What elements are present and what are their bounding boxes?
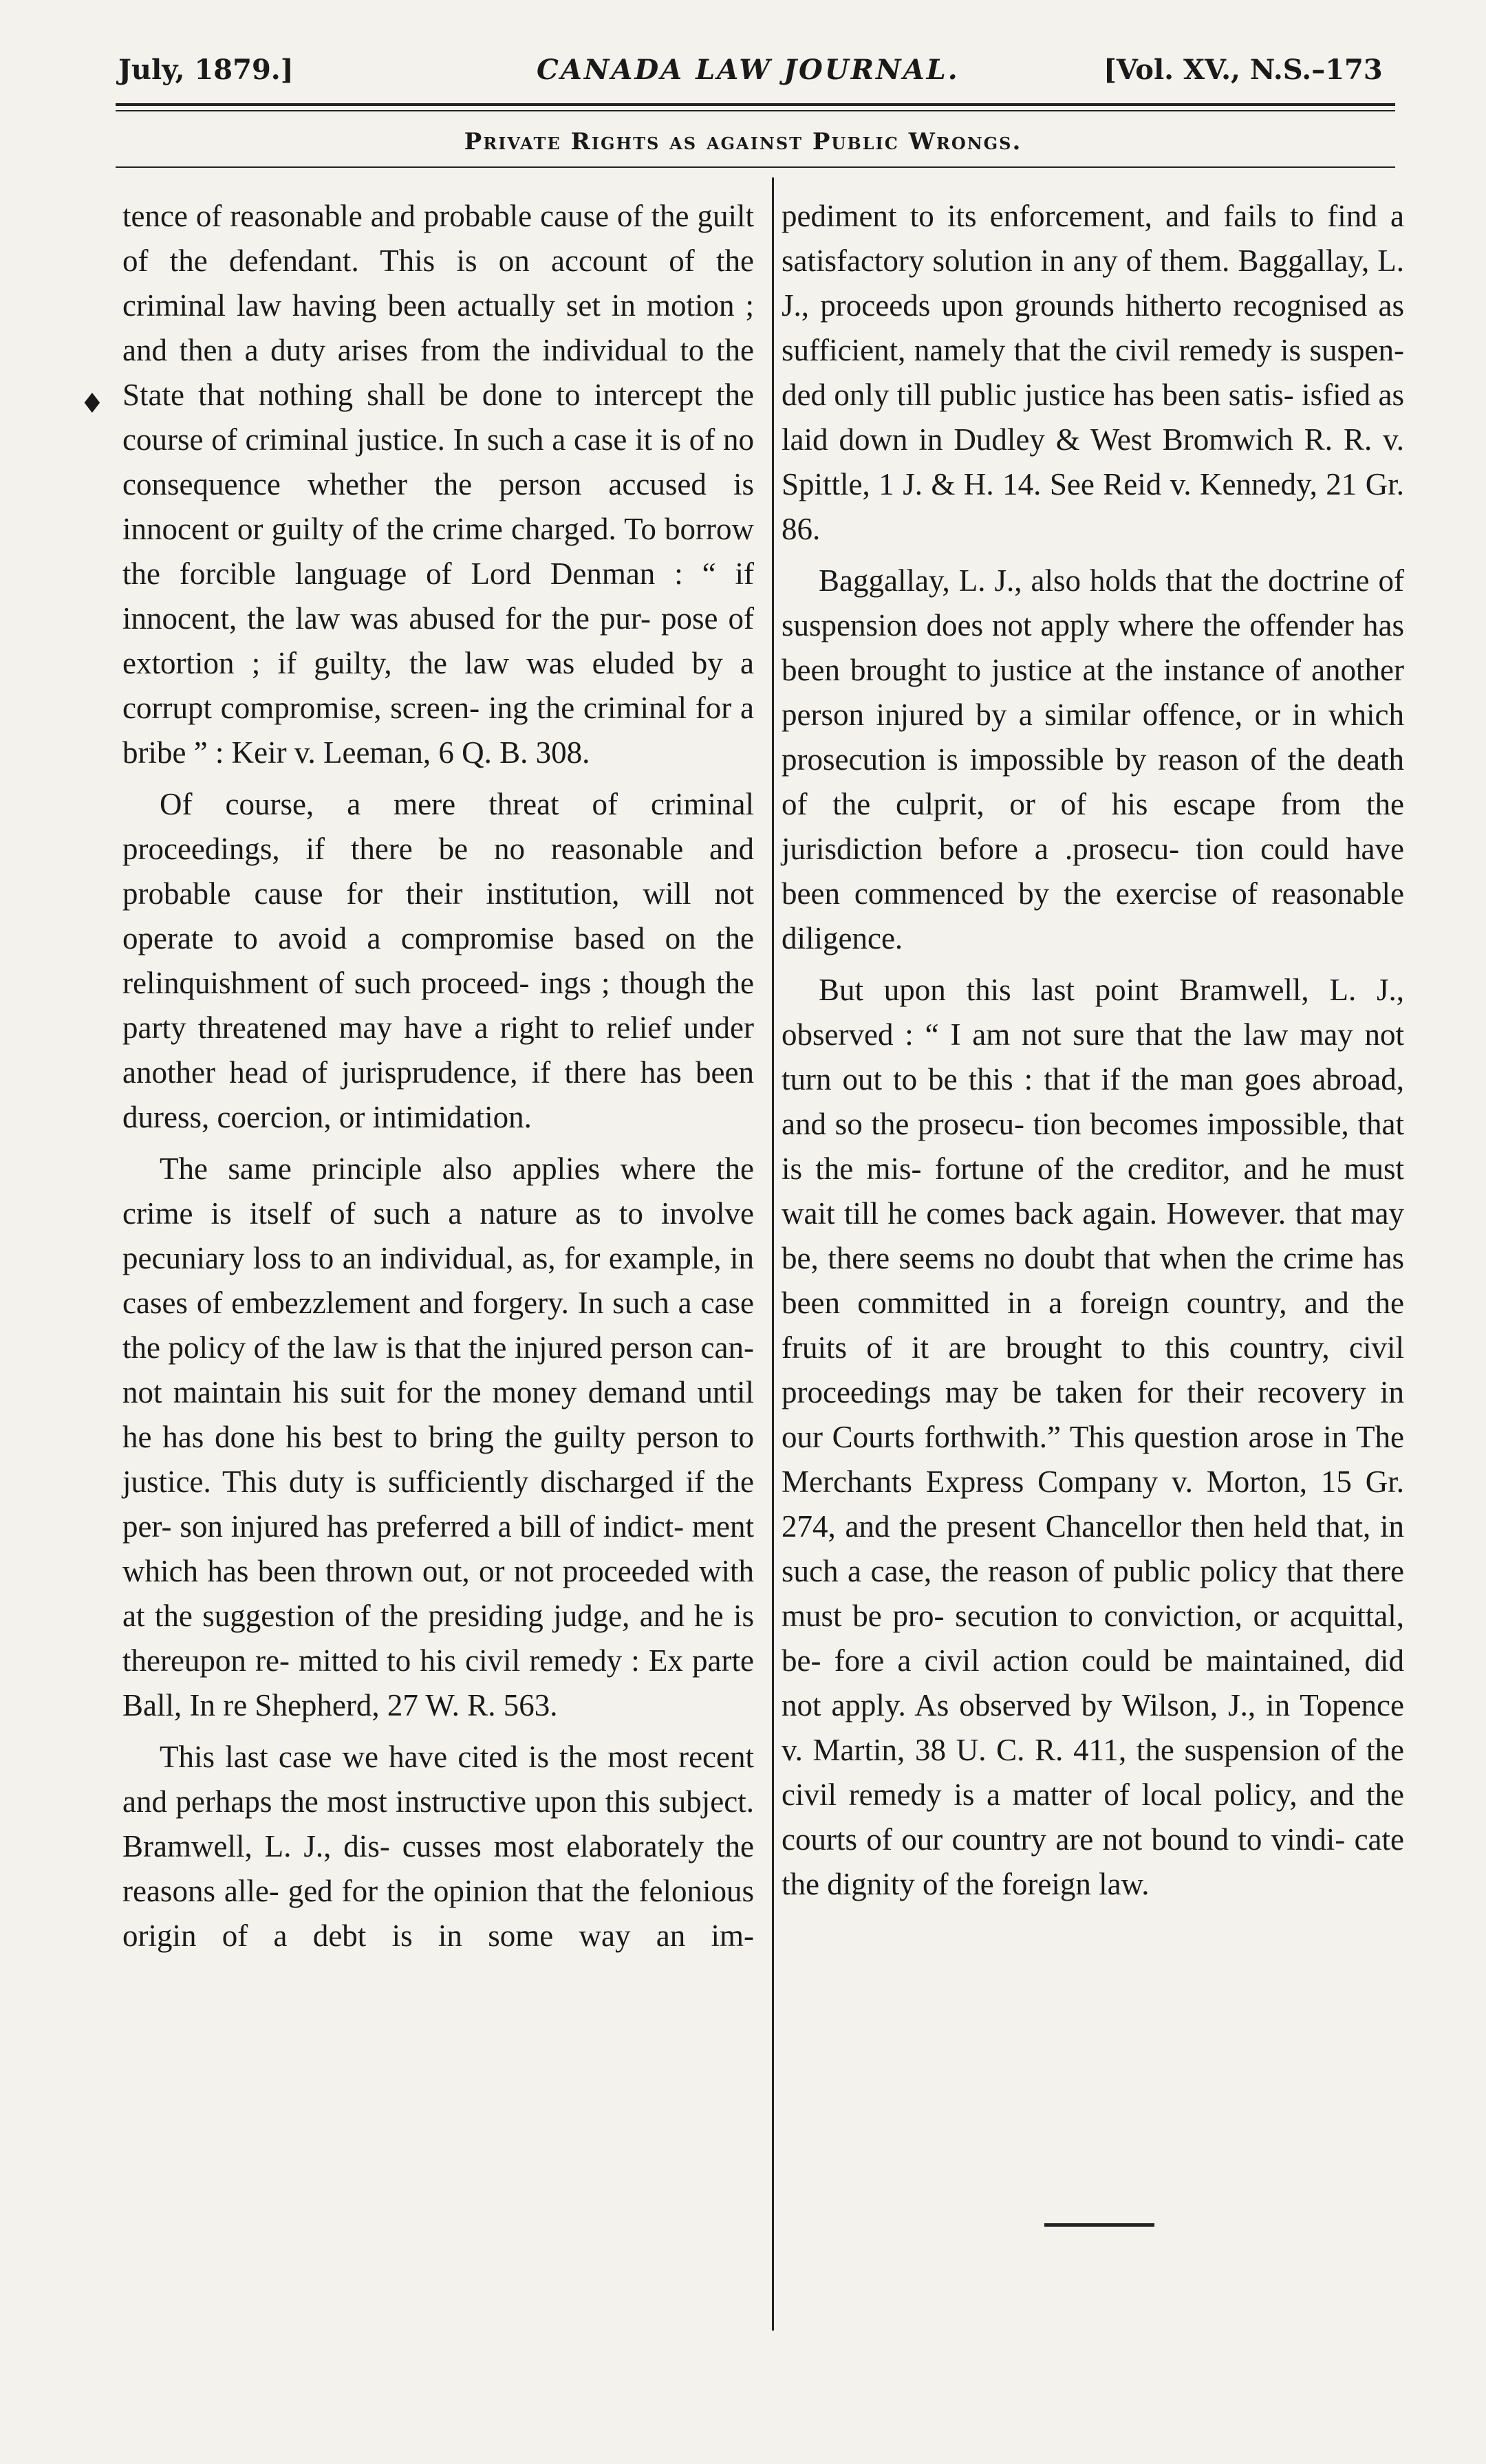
- text-line: forthwith.” This question arose in The: [924, 1420, 1405, 1454]
- text-line: cusses most elaborately the reasons alle-: [122, 1829, 754, 1908]
- paragraph-impediment: [782, 194, 1404, 552]
- text-line: may be, there seems no doubt that when: [782, 1196, 1405, 1275]
- header-volume-page: [Vol. XV., N.S.–173: [1103, 54, 1383, 86]
- text-line: proceeded with at the suggestion of the: [122, 1554, 754, 1633]
- text-line: not operate to avoid a compromise based: [122, 876, 755, 955]
- text-line: upon this subject. Bramwell, L. J., dis-: [122, 1784, 754, 1863]
- section-title: Private Rights as against Public Wrongs.: [464, 128, 1022, 155]
- text-line: justice at the instance of another person: [782, 653, 1405, 732]
- text-line: of our country are not bound to vindi-: [866, 1822, 1346, 1857]
- text-line: fortune of the creditor, and he must wait: [782, 1152, 1404, 1231]
- text-line: L. J., observed : “ I am not sure that the: [782, 973, 1405, 1052]
- text-line: probable cause for their institution, will: [122, 876, 691, 911]
- paragraph-threat-of-proceedings: [122, 782, 754, 1140]
- text-line: a case it is of no consequence whether: [122, 422, 754, 501]
- right-column: [782, 194, 1404, 1907]
- paragraph-suspension-doctrine: [782, 559, 1404, 961]
- header-date: July, 1879.]: [118, 54, 294, 86]
- text-line: the crime has been committed in a foreign: [782, 1241, 1404, 1320]
- text-line: Bromwich R. R. v. Spittle, 1 J. & H. 14.: [782, 422, 1404, 501]
- text-line: son injured has preferred a bill of indict-: [180, 1509, 685, 1544]
- text-line: prosecution is impossible by reason of: [782, 742, 1276, 777]
- header-rule-thick: [116, 103, 1395, 106]
- text-line: arises from the individual to the State: [122, 333, 754, 412]
- text-line: have a right to relief under another head: [122, 1011, 754, 1090]
- text-line: proceedings, if there be no reasonable and: [122, 832, 754, 866]
- text-line: innocent, the law was abused for the pur-: [122, 601, 651, 636]
- text-line: namely that the civil remedy is suspen-: [914, 333, 1405, 367]
- text-line: doctrine of suspension does not apply: [782, 563, 1404, 642]
- text-line: cate the dignity of the foreign law.: [782, 1822, 1404, 1901]
- text-line: presiding judge, and he is thereupon re-: [122, 1599, 755, 1678]
- text-line: isfied as laid down in Dudley & West: [782, 378, 1405, 457]
- text-line: account of the criminal law having been: [122, 244, 754, 323]
- text-line: of public policy that there must be pro-: [782, 1554, 1405, 1633]
- text-line: injured by a similar offence, or in which: [876, 698, 1404, 732]
- text-line: from the jurisdiction before a .prosecu-: [782, 787, 1404, 866]
- header-rule-thin: [116, 110, 1395, 111]
- text-line: pediment to its enforcement, and fails: [782, 199, 1277, 233]
- text-line: Leeman, 6 Q. B. 308.: [323, 735, 590, 770]
- text-line: forcible language of Lord Denman : “ if: [179, 556, 755, 591]
- text-line: ded only till public justice has been satis-: [782, 378, 1294, 412]
- text-line: taken for their recovery in our Courts: [782, 1375, 1404, 1454]
- article-end-rule: [1044, 2223, 1154, 2227]
- text-line: tence of reasonable and probable cause of: [122, 199, 643, 233]
- text-line: them. Baggallay, L. J., proceeds upon: [782, 244, 1405, 323]
- text-line: fore a civil action could be maintained,: [834, 1643, 1352, 1678]
- text-line: till he comes back again. However. that: [843, 1196, 1342, 1231]
- text-line: is a matter of local policy, and the courts: [782, 1777, 1404, 1857]
- text-line: the guilt of the defendant. This is on: [122, 199, 755, 278]
- left-column: [122, 194, 754, 1958]
- text-line: coercion, or intimidation.: [217, 1100, 532, 1134]
- text-line: of the law is that the injured person can-: [253, 1330, 754, 1365]
- text-line: demand until he has done his best to: [122, 1375, 754, 1454]
- text-line: exercise of reasonable diligence.: [782, 876, 1404, 955]
- text-line: where the offender has been brought to: [782, 608, 1405, 687]
- text-line: the person accused is innocent or guilty: [122, 467, 755, 546]
- text-line: ing the criminal for a bribe ” : Keir v.: [122, 691, 754, 770]
- text-line: 15 Gr. 274, and the present Chancellor: [782, 1465, 1405, 1544]
- text-line: then held that, in such a case, the reason: [782, 1509, 1404, 1588]
- text-line: the man goes abroad, and so the prosecu-: [782, 1062, 1405, 1141]
- header-journal-title: CANADA LAW JOURNAL.: [537, 54, 960, 86]
- text-line: ings ; though the party threatened may: [122, 966, 755, 1045]
- text-line: the course of criminal justice. In such: [122, 378, 755, 457]
- text-line: and forgery. In such a case the policy: [122, 1286, 755, 1365]
- text-line: 411, the suspension of the civil remedy: [782, 1733, 1405, 1812]
- text-line: recent and perhaps the most instructive: [122, 1740, 754, 1819]
- text-line: involve pecuniary loss to an individual,: [122, 1196, 755, 1275]
- column-divider: [772, 177, 774, 2331]
- text-line: on the relinquishment of such proceed-: [122, 921, 754, 1000]
- paragraph-bramwell-observed: [782, 968, 1404, 1907]
- text-line: to this country, civil proceedings may be: [782, 1330, 1404, 1409]
- paragraph-continuation: [122, 194, 754, 775]
- text-line: But upon this last point Bramwell,: [819, 973, 1309, 1007]
- text-line: to find a satisfactory solution in any of: [782, 199, 1404, 278]
- paragraph-last-case: [122, 1735, 754, 1958]
- text-line: ged for the opinion that the felonious: [288, 1874, 754, 1908]
- text-line: did not apply. As observed by Wilson,: [782, 1643, 1405, 1722]
- text-line: mitted to his civil remedy : Ex parte: [299, 1643, 754, 1678]
- text-line: The same principle also applies where: [160, 1152, 696, 1186]
- text-line: secution to conviction, or acquittal, be-: [782, 1599, 1405, 1678]
- text-line: that nothing shall be done to intercept: [198, 378, 702, 412]
- text-line: tion becomes impossible, that is the mis-: [782, 1107, 1404, 1186]
- text-line: of jurisprudence, if there has been duress,: [122, 1055, 755, 1134]
- section-rule: [116, 166, 1395, 168]
- text-line: duty is sufficiently discharged if the per-: [122, 1465, 755, 1544]
- text-line: as, for example, in cases of embezzlement: [122, 1241, 754, 1320]
- text-line: bring the guilty person to justice. This: [122, 1420, 755, 1499]
- text-line: J., in Topence v. Martin, 38 U. C. R.: [782, 1688, 1404, 1767]
- paragraph-same-principle: [122, 1147, 754, 1728]
- text-line: the death of the culprit, or of his escape: [782, 742, 1404, 821]
- text-line: the crime is itself of such a nature as to: [122, 1152, 754, 1231]
- text-line: Ball, In re Shepherd, 27 W. R. 563.: [122, 1688, 558, 1722]
- text-line: not maintain his suit for the money: [122, 1375, 577, 1409]
- text-line: country, and the fruits of it are brought: [782, 1286, 1405, 1365]
- text-line: See Reid v. Kennedy, 21 Gr. 86.: [782, 467, 1404, 546]
- text-line: of the crime charged. To borrow the: [122, 512, 755, 591]
- text-line: Baggallay, L. J., also holds that the: [819, 563, 1260, 598]
- text-line: ment which has been thrown out, or not: [122, 1509, 754, 1588]
- text-line: law may not turn out to be this : that if: [782, 1017, 1405, 1096]
- text-line: This last case we have cited is the most: [160, 1740, 668, 1774]
- text-line: actually set in motion ; and then a duty: [122, 288, 754, 367]
- text-line: grounds hitherto recognised as sufficient,: [782, 288, 1404, 367]
- text-line: Of course, a mere threat of criminal: [160, 787, 754, 821]
- text-line: pose of extortion ; if guilty, the law was: [122, 601, 755, 680]
- text-line: tion could have been commenced by the: [782, 832, 1404, 911]
- text-line: origin of a debt is in some way an im-: [122, 1919, 754, 1953]
- text-line: Merchants Express Company v. Morton,: [782, 1465, 1307, 1499]
- margin-bullet-mark: ♦: [80, 388, 105, 420]
- text-line: eluded by a corrupt compromise, screen-: [122, 646, 755, 725]
